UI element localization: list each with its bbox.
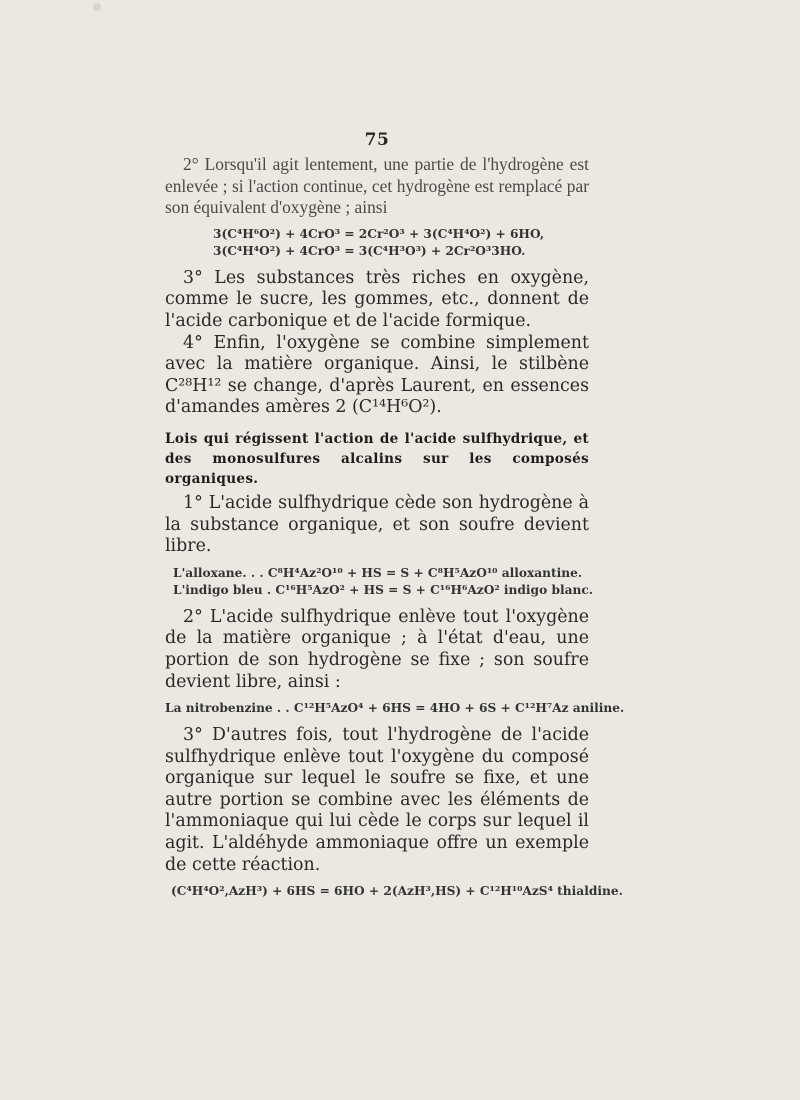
formula-line: La nitrobenzine . . C¹²H⁵AzO⁴ + 6HS = 4HO + 6S + C¹²H⁷Az aniline. [165, 701, 625, 716]
text-column [165, 130, 625, 908]
paragraph-law-1: 1° L'acide sulfhydrique cède son hydrogène à la substance organique, et son soufre devient libre. [165, 492, 589, 557]
formula-line: L'indigo bleu . C¹⁶H⁵AzO² + HS = S + C¹⁶H⁶AzO² indigo blanc. [173, 582, 594, 597]
paragraph-oxidation-3: 3° Les substances très riches en oxygène, comme le sucre, les gommes, etc., donnent de l'acide carbonique et de l'acide formique. [165, 267, 589, 331]
formula-block-3 [165, 700, 625, 717]
formula-line: 3(C⁴H⁴O²) + 4CrO³ = 3(C⁴H³O³) + 2Cr²O³3HO. [213, 243, 526, 258]
formula-block-1 [213, 226, 589, 260]
paragraph-oxidation-2: 2° Lorsqu'il agit lentement, une partie de l'hydrogène est enlevée ; si l'action continue, cet hydrogène est remplacé par son équivalent d'oxygène ; ainsi [165, 154, 589, 218]
formula-line: L'alloxane. . . C⁸H⁴Az²O¹⁰ + HS = S + C⁸H⁵AzO¹⁰ alloxantine. [173, 565, 583, 580]
formula-block-2 [173, 565, 594, 599]
paper-spot [93, 3, 101, 11]
formula-line: (C⁴H⁴O²,AzH³) + 6HS = 6HO + 2(AzH³,HS) + C¹²H¹⁰AzS⁴ thialdine. [171, 884, 623, 899]
section-heading: Lois qui régissent l'action de l'acide sulfhydrique, et des monosulfures alcalins sur les composés organiques. [165, 430, 589, 487]
formula-block-4 [171, 883, 623, 900]
paragraph-oxidation-4: 4° Enfin, l'oxygène se combine simplement avec la matière organique. Ainsi, le stilbène C²⁸H¹² se change, d'après Laurent, en essences d'amandes amères 2 (C¹⁴H⁶O²). [165, 332, 589, 418]
formula-line: 3(C⁴H⁶O²) + 4CrO³ = 2Cr²O³ + 3(C⁴H⁴O²) + 6HO, [213, 226, 545, 241]
paragraph-law-3: 3° D'autres fois, tout l'hydrogène de l'acide sulfhydrique enlève tout l'oxygène du composé organique sur lequel le soufre se fixe, et une autre portion se combine avec les éléments de l'ammoniaque qui lui cède le corps sur lequel il agit. L'aldéhyde ammoniaque offre un exemple de cette réaction. [165, 725, 589, 875]
page-number: 75 [364, 130, 390, 150]
paragraph-law-2: 2° L'acide sulfhydrique enlève tout l'oxygène de la matière organique ; à l'état d'eau, une portion de son hydrogène se fixe ; son soufre devient libre, ainsi : [165, 606, 589, 692]
